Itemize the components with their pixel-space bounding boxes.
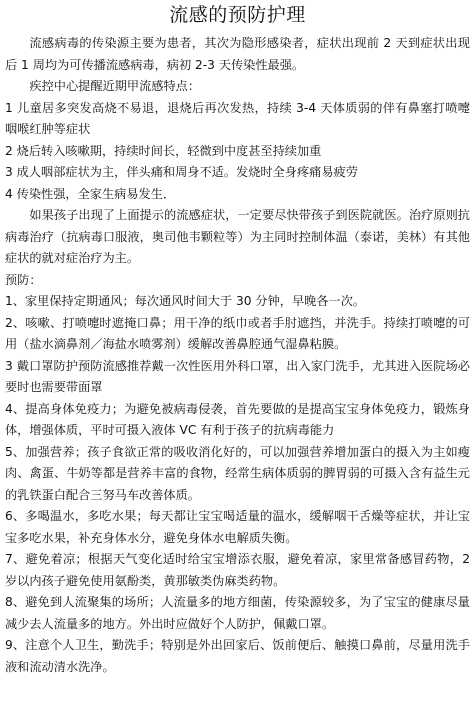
prevention-item-3: 3 戴口罩防护预防流感推荐戴一次性医用外科口罩，出入家门洗手，尤其进入医院场必要时也需要带面罩 xyxy=(5,358,470,394)
prevention-item-9: 9、注意个人卫生，勤洗手；特别是外出回家后、饭前便后、触摸口鼻前，尽量用洗手液和流动清水洗净。 xyxy=(5,638,470,674)
feature-item-2: 2 烧后转入咳嗽期，持续时间长，轻微到中度甚至持续加重 xyxy=(5,143,322,158)
prevention-item-4: 4、提高身体免疫力；为避免被病毒侵袭，首先要做的是提高宝宝身体免疫力，锻炼身体，增强体质，平时可摄入液体 VC 有利于孩子的抗病毒能力 xyxy=(5,401,470,437)
treatment-paragraph: 如果孩子出现了上面提示的流感症状，一定要尽快带孩子到医院就医。治疗原则抗病毒治疗（抗病毒口服液，奥司他韦颗粒等）为主同时控制体温（泰诺，美林）有其他症状的就对症治疗为主。 xyxy=(5,208,470,265)
prevention-item-8: 8、避免到人流聚集的场所；人流量多的地方细菌，传染源较多，为了宝宝的健康尽量减少去人流量多的地方。外出时应做好个人防护，佩戴口罩。 xyxy=(5,595,470,631)
document-title: 流感的预防护理 xyxy=(169,4,306,26)
prevention-item-6: 6、多喝温水，多吃水果；每天都让宝宝喝适量的温水，缓解咽干舌燥等症状，并让宝宝多吃水果，补充身体水分，避免身体水电解质失衡。 xyxy=(5,509,470,545)
prevention-item-5: 5、加强营养；孩子食欲正常的吸收消化好的，可以加强营养增加蛋白的摄入为主如瘦肉、禽蛋、牛奶等都是营养丰富的食物，经常生病体质弱的脾胃弱的可摄入含有益生元的乳铁蛋白配合三努马车改善体质。 xyxy=(5,444,470,502)
prevention-heading: 预防： xyxy=(5,272,42,287)
feature-item-4: 4 传染性强，全家生病易发生． xyxy=(5,186,176,201)
intro-paragraph: 流感病毒的传染源主要为患者，其次为隐形感染者，症状出现前 2 天到症状出现后 1 周均为可传播流感病毒，病初 2-3 天传染性最强。 xyxy=(5,36,470,72)
prevention-item-7: 7、避免着凉；根据天气变化适时给宝宝增添衣服，避免着凉，家里常备感冒药物，2 岁以内孩子避免使用氨酚类，黄那敏类伪麻类药物。 xyxy=(5,552,470,588)
prevention-item-2: 2、咳嗽、打喷嚏时遮掩口鼻；用干净的纸巾或者手肘遮挡，并洗手。持续打喷嚏的可用（盐水滴鼻剂／海盐水喷雾剂）缓解改善鼻腔通气湿鼻粘膜。 xyxy=(5,315,470,351)
cdc-reminder-heading: 疾控中心提醒近期甲流感特点： xyxy=(29,79,201,93)
prevention-item-1: 1、家里保持定期通风；每次通风时间大于 30 分钟，早晚各一次。 xyxy=(5,294,366,308)
feature-item-3: 3 成人咽部症状为主，伴头痛和周身不适。发烧时全身疼痛易疲劳 xyxy=(5,165,358,179)
feature-item-1: 1 儿童居多突发高烧不易退，退烧后再次发热，持续 3-4 天体质弱的伴有鼻塞打喷嚏咽喉红肿等症状 xyxy=(5,100,470,136)
